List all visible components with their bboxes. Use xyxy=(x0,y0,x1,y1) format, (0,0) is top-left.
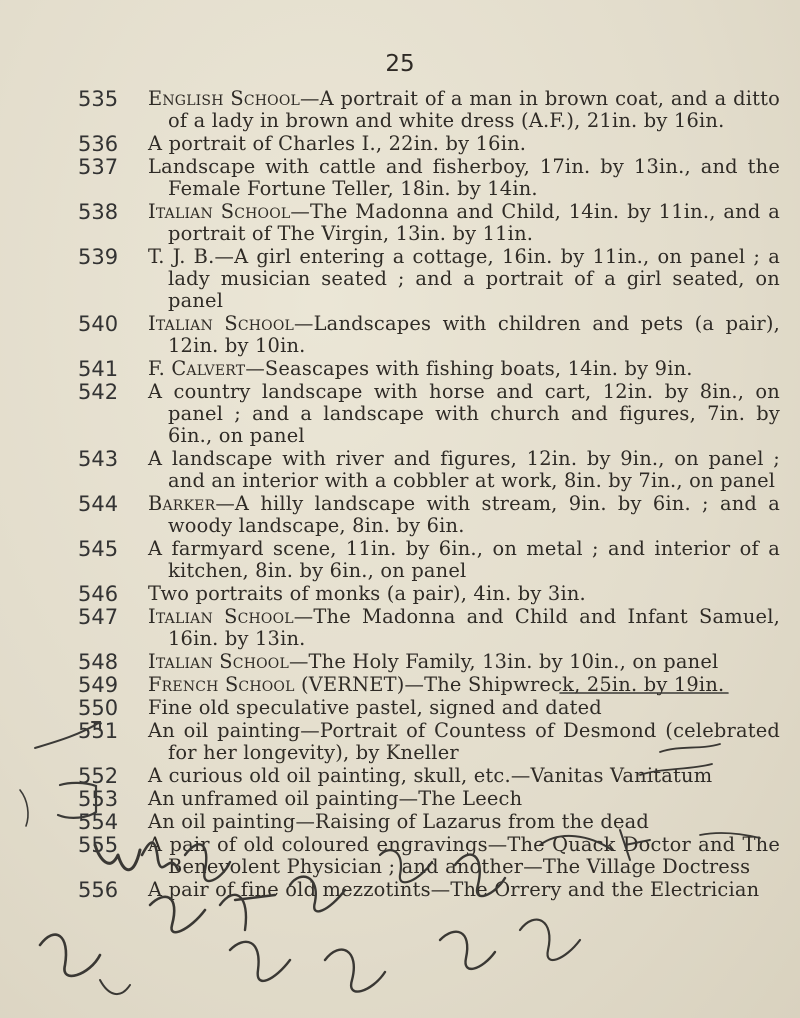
school-name: Italian School xyxy=(148,605,294,628)
lot-text: An oil painting—Portrait of Countess of Desmond (celebrated for her longevity), by Kneller xyxy=(148,719,780,764)
lot-number: 548 xyxy=(78,650,119,674)
lot-number: 546 xyxy=(78,582,119,606)
lot-number: 541 xyxy=(78,357,119,381)
lot-text: Two portraits of monks (a pair), 4in. by 3in. xyxy=(148,582,586,605)
lot-text: A country landscape with horse and cart, 12in. by 8in., on panel ; and a landscape with church and figures, 7in. by 6in., on panel xyxy=(148,380,780,447)
lot-text: —The Madonna and Child and Infant Samuel, 16in. by 13in. xyxy=(168,605,780,650)
lot-text: Fine old speculative pastel, signed and dated xyxy=(148,696,602,719)
lot-text: (VERNET)—The Shipwreck, 25in. by 19in. xyxy=(294,673,725,696)
lot-text: A pair of old coloured engravings—The Quack Doctor and The Benevolent Physician ; and another—The Village Doctress xyxy=(148,833,780,878)
lot-number: 538 xyxy=(78,200,119,224)
lot-text: A portrait of Charles I., 22in. by 16in. xyxy=(148,132,527,155)
school-name: Barker xyxy=(148,492,216,515)
school-name: Italian School xyxy=(148,200,291,223)
lot-number: 545 xyxy=(78,537,119,561)
lot-text: —A portrait of a man in brown coat, and a ditto of a lady in brown and white dress (A.F.), 21in. by 16in. xyxy=(168,87,781,132)
lot-text: —Seascapes with fishing boats, 14in. by 9in. xyxy=(245,357,693,380)
lot-number: 540 xyxy=(78,312,119,336)
school-name: F. Calvert xyxy=(148,357,246,380)
lot-text: A farmyard scene, 11in. by 6in., on metal ; and interior of a kitchen, 8in. by 6in., on panel xyxy=(148,537,780,582)
lot-text: A pair of fine old mezzotints—The Orrery and the Electrician xyxy=(148,878,760,901)
lot-number: 550 xyxy=(78,696,119,720)
lot-text: T. J. B.—A girl entering a cottage, 16in. by 11in., on panel ; a lady musician seated ; and a portrait of a girl seated, on panel xyxy=(148,245,780,312)
page-number: 25 xyxy=(385,51,415,77)
lot-number: 537 xyxy=(78,155,119,179)
lot-number: 544 xyxy=(78,492,119,516)
lot-text: —The Madonna and Child, 14in. by 11in., and a portrait of The Virgin, 13in. by 11in. xyxy=(168,200,781,245)
school-name: French School xyxy=(148,673,295,696)
lot-text: —A hilly landscape with stream, 9in. by 6in. ; and a woody landscape, 8in. by 6in. xyxy=(168,492,780,537)
lot-number: 539 xyxy=(78,245,119,269)
lot-number: 535 xyxy=(78,87,119,111)
school-name: Italian School xyxy=(148,312,295,335)
lot-number: 555 xyxy=(78,833,119,857)
lot-text: A curious old oil painting, skull, etc.—Vanitas Vanitatum xyxy=(148,764,713,787)
lot-text: Landscape with cattle and fisherboy, 17in. by 13in., and the Female Fortune Teller, 18in. by 14in. xyxy=(148,155,780,200)
lot-text: —Landscapes with children and pets (a pair), 12in. by 10in. xyxy=(168,312,780,357)
lot-text: —The Holy Family, 13in. by 10in., on panel xyxy=(288,650,719,673)
lot-number: 536 xyxy=(78,132,119,156)
school-name: English School xyxy=(148,87,301,110)
school-name: Italian School xyxy=(148,650,289,673)
lot-number: 542 xyxy=(78,380,119,404)
lot-number: 547 xyxy=(78,605,119,629)
lot-text: An oil painting—Raising of Lazarus from the dead xyxy=(148,810,650,833)
lot-number: 556 xyxy=(78,878,119,902)
lot-number: 551 xyxy=(78,719,119,743)
lot-number: 549 xyxy=(78,673,119,697)
lot-number: 553 xyxy=(78,787,119,811)
lot-number: 552 xyxy=(78,764,119,788)
lot-number: 554 xyxy=(78,810,119,834)
lot-text: An unframed oil painting—The Leech xyxy=(148,787,523,810)
lot-text: A landscape with river and figures, 12in. by 9in., on panel ; and an interior with a cobbler at work, 8in. by 7in., on panel xyxy=(148,447,780,492)
lot-number: 543 xyxy=(78,447,119,471)
